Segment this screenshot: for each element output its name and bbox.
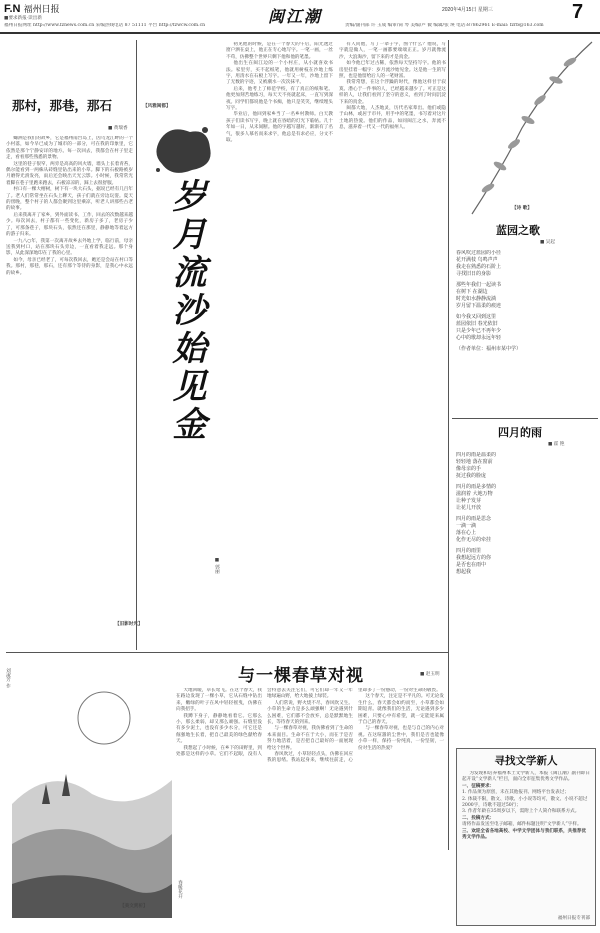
spring-landscape-illustration <box>12 684 172 918</box>
poem-line: 四月的雨里 <box>456 548 482 554</box>
poem-2-title: 四月的雨 <box>498 426 542 439</box>
poem-line: 寻找旧日的身影 <box>456 271 492 277</box>
poem-line: 只是少年已不再年少 <box>456 328 502 334</box>
paragraph: 后来，他考上了师范学校，有了真正的纸和笔。他更加刻苦地练习，每天天不亮就起床，一直写到深夜。同学们都说他是个书痴，他只是笑笑，继续埋头写字。 <box>226 86 333 112</box>
notice-item: 三、欢迎全省各地高校、中学文学团体与我们联系，共推荐优秀文学作品。 <box>462 828 587 841</box>
paragraph: 大地回暖，草长莺飞。在这个春天，我在路边发现了一棵小草，它从石缝中钻出来，嫩绿的叶子在风中轻轻摇曳，仿佛在向我招手。 <box>176 688 262 713</box>
paragraph: 一九八○年，我第一次离开故乡去外地上学，临行前，母亲送我到村口，站在那块石头旁边，一直看着我走远。那个身影，从此深深地印在了我的心里。 <box>6 238 133 257</box>
side-left-label: 刘淑芳 作 <box>5 668 11 688</box>
poem-line: 花开满枝 鸟鸣声声 <box>456 257 498 263</box>
article-1-body <box>6 136 133 656</box>
poem-line: 如今我又回到这里 <box>456 314 497 320</box>
article-1-byline: ■ 黄瑞香 <box>108 126 128 131</box>
column-divider <box>136 40 137 650</box>
paragraph: 毕业后，他回到家乡当了一名乡村教师。白天教孩子们读书写字，晚上就在昏暗的灯光下临帖。几十年如一日，从未间断。他的字越写越好，渐渐有了名气，很多人慕名而来求字，他总是有求必应，分文不取。 <box>226 112 333 144</box>
notice-footer: 福州日报专刊部 <box>557 915 590 921</box>
poem-line: 抚过我的脸庞 <box>456 473 487 479</box>
paragraph: 春风吹过，小草轻轻点头，仿佛在回应我的思绪。我站起身来，继续往前走，心里却多了一份感动，一份对生命的敬畏。 <box>267 688 441 764</box>
poem-line: 我走在熟悉的石阶上 <box>456 264 502 270</box>
paragraph: 如今，母亲已经老了，可每次我回去，她还是会站在村口等我。那村，那巷，那石，还有那个等待的身影，是我心中永远的故乡。 <box>6 257 133 276</box>
column-divider <box>448 40 449 850</box>
poem-line: 四月的雨是温柔的 <box>456 452 497 458</box>
article-3-body <box>176 688 444 926</box>
paragraph: 后来我离开了家乡，到外面读书、工作，回去的次数越来越少。每次回去，村子都有一些变化，新房子多了，老房子少了，可那条巷子，那块石头，依然还在那里，静静地等着远方的游子归来。 <box>6 212 133 238</box>
poem-line: 那些年我们一起读书 <box>456 282 502 288</box>
poem-line: （作者单位：福州市某中学） <box>456 346 522 352</box>
poem-line: 时光如水静静流淌 <box>456 296 497 302</box>
article-2-label: 【风雅闽都】 <box>143 104 171 109</box>
poem-line: 岁月留下温柔的痕迹 <box>456 303 502 309</box>
poem-line: 一滴一滴 <box>456 523 477 529</box>
poem-line: 滋润着 大地万物 <box>456 491 493 497</box>
paragraph: 他出生在闽江边的一个小村庄，从小就喜欢书法。家里穷，买不起纸笔，他就用树枝在沙地上练字，用清水在石板上写字。一年又一年，沙地上留下了无数的字迹，又被潮水一次次抹平。 <box>226 61 333 86</box>
article-3-byline: ■ 赵玉明 <box>420 672 440 677</box>
masthead <box>0 0 600 32</box>
paragraph: 与一棵春草对视，也是与自己的内心对视。在这喧嚣的尘世中，我们是否也能像小草一样，保持一份纯真，一份坚韧，一份对生活的热爱？ <box>358 726 444 751</box>
notice-item: 2. 体裁不限，散文、诗歌、小小说等均可，散文、小说不超过2000字，诗歌不超过50行； <box>462 796 588 809</box>
column-label: 【旧影时光】 <box>115 622 143 627</box>
article-2-byline: ■ 郭丽 <box>214 558 220 574</box>
notice-box <box>456 748 596 926</box>
logo-cn: 福州日报 <box>23 4 60 14</box>
paragraph: 闽都大地，人杰地灵，历代名家辈出。他们或隐于山林，或居于市井，用手中的笔墨，书写着对这片土地的热爱。他们的作品，如同闽江之水，奔流不息，滋养着一代又一代的福州人。 <box>339 106 446 131</box>
paragraph: 这里的巷子很窄，两旁是高高的风火墙，墙头上长着青苔，偶尔能看到一两株从砖缝里钻出来的小草。脚下的石板路被岁月磨得光滑发亮，雨后还会映出天光云影。小时候，我常常光着脚在巷子里跑来跑去，石板凉凉的，踩上去很舒服。 <box>6 161 133 186</box>
poem-line: 四月的雨是思念 <box>456 516 492 522</box>
paragraph: 我常常想，在这个浮躁的时代，像他这样甘于寂寞、潜心于一件事的人，已经越来越少了。可正是这样的人，让我们看到了坚守的意义，看到了时间沉淀下来的真金。 <box>339 80 446 105</box>
poem-2-byline: ■ 霍 艳 <box>548 442 565 447</box>
poem-line: 轻轻地 落在窗前 <box>456 459 493 465</box>
header-rule <box>0 32 600 34</box>
poem-line: 四月的雨是多情的 <box>456 484 497 490</box>
poem-line: 蓝园依旧 春光依旧 <box>456 321 498 327</box>
poem-line: 落在心上 <box>456 530 477 536</box>
notice-paragraph: 为发现和培养福州本土文学新人，本报《闽江潮》副刊即日起开设“文学新人”栏目，面向全市征集优秀文学作品。 <box>462 771 590 783</box>
poem-line: 像母亲的手 <box>456 466 482 472</box>
logo-en: F.N <box>4 3 21 15</box>
side-caption: 春暖花开 <box>177 880 183 899</box>
dateline: 2020年4月15日 星期三 <box>442 7 493 13</box>
poem-1-label: 【诗 歌】 <box>512 206 532 211</box>
paragraph: 有人问他，写了一辈子字，图个什么？他说，写字就是做人，一笔一画都要端端正正。岁月就像流沙，大浪淘沙，留下来的才是真金。 <box>339 42 446 60</box>
branch-illustration <box>452 38 598 218</box>
paragraph: 村口有一棵大榕树，树下有一块大石头，据说已经有几百年了。老人们常常坐在石头上聊天，孩子们就在旁边玩耍。夏天的傍晚，整个村子的人都会聚到这里乘凉，听老人讲那些古老的故事。 <box>6 187 133 212</box>
poem-1-title: 蓝园之歌 <box>496 224 540 237</box>
poem-line: 让种子发芽 <box>456 498 482 504</box>
poem-line: 是否也在雨中 <box>456 562 487 568</box>
page-number: 7 <box>572 1 584 23</box>
paragraph: 这个春天，注定是不平凡的。可无论发生什么，春天都会如约而至，小草都会如期返青。就像我们的生活，无论遇到多少困难，只要心中有希望，就一定能迎来属于自己的春天。 <box>358 694 444 726</box>
article-2-body <box>226 42 446 648</box>
contact-line: 福州日报网址 http://www.fznews.com.cn 采编热线电话 87 51111 平台 http://fzwcw.com.cn <box>4 23 206 28</box>
paragraph: 初见他的时候，是在一个春天的午后，阳光透过窗户洒在桌上，他正在专心地写字。一笔一画，一丝不苟，仿佛整个世界只剩下他和他的笔墨。 <box>226 42 333 60</box>
slogan: ■要求新报·读出新 <box>4 16 42 21</box>
poem-2-body <box>456 452 596 632</box>
logo <box>4 2 60 15</box>
poem-line: 想起我 <box>456 569 472 575</box>
article-2-title: 岁月流沙始见金 <box>166 178 206 444</box>
poem-line: 让花儿开放 <box>456 505 482 511</box>
editor-line: 责编/副刊部 许 玉成 编审/简 琴 美编/卢 微 编辑/张 瑛 电话:87862961 E-mail: fzrb@163.com <box>345 23 544 28</box>
section-title: 闽江潮 <box>268 7 323 26</box>
notice-item: 一、征稿要求： <box>462 783 495 789</box>
article-1-title: 那村，那巷，那石 <box>12 98 113 113</box>
paragraph: 人们常说，野火烧不尽，春风吹又生。小草的生命力是多么顽强啊！无论遇到什么困难，它们都不会放弃，总是默默地生长，等待春天的到来。 <box>267 700 353 726</box>
notice-item: 二、投稿方式： <box>462 815 495 821</box>
poem-1-body <box>456 250 596 410</box>
notice-body <box>462 771 590 911</box>
article-3-title: 与一棵春草对视 <box>238 666 364 686</box>
article-3-label: 【美文赏析】 <box>120 904 148 909</box>
paragraph: 与一棵春草对视，我仿佛看到了生命的本来面目。生命不在于大小，而在于是否努力地活着，是否把自己最好的一面展现给这个世界。 <box>267 726 353 751</box>
poem-line: 我想起远方的你 <box>456 555 492 561</box>
notice-item: 3. 作者年龄在35周岁以下，需附上个人简介和联系方式。 <box>462 809 580 815</box>
notice-title: 寻找文学新人 <box>494 755 558 767</box>
section-divider <box>452 418 598 419</box>
paragraph: 如今他已年过古稀，依然每天坚持写字。他的书房里挂着一幅字：岁月流沙始见金。这是他一生的写照，也是他留给后人的一笔财富。 <box>339 61 446 80</box>
paragraph: 我想起了小时候，在乡下的田野里，到处都是这样的小草。它们不起眼，没有人会特意去关注它们，可它们却一年又一年地绿遍山野，给大地披上绿装。 <box>176 688 353 758</box>
poem-line: 心中的歌却永远年轻 <box>456 335 502 341</box>
paragraph: 螺洲是我们的故乡，它是福州南台岛上，因乌龙江畔的一个小村落，如今早已成为了城市的一部分，可在我的印象里，它依然是那个宁静安详的地方。每一次回去，我都会在村子里走走，看看那些熟悉的景物。 <box>6 136 133 161</box>
paragraph: 我蹲下身子，静静地看着它。它那么小，那么柔弱，却又那么顽强。石缝里没有多少泥土，也没有多少水分，可它还是倔强地生长着，把自己最美的绿色献给春天。 <box>176 713 262 745</box>
notice-item: 请将作品发送至电子邮箱，邮件标题注明“文学新人”字样。 <box>462 822 582 828</box>
notice-item: 1. 作品须为原创，未在其他报刊、网络平台发表过； <box>462 790 569 796</box>
poem-1-byline: ■ 吴起 <box>540 240 555 245</box>
poem-line: 春风吹过蓝园的小径 <box>456 250 502 256</box>
lower-section-rule <box>6 652 448 653</box>
poem-line: 在树下 在湖边 <box>456 289 488 295</box>
poem-line: 化作无尽的牵挂 <box>456 537 492 543</box>
ink-splash-illustration <box>150 120 216 180</box>
